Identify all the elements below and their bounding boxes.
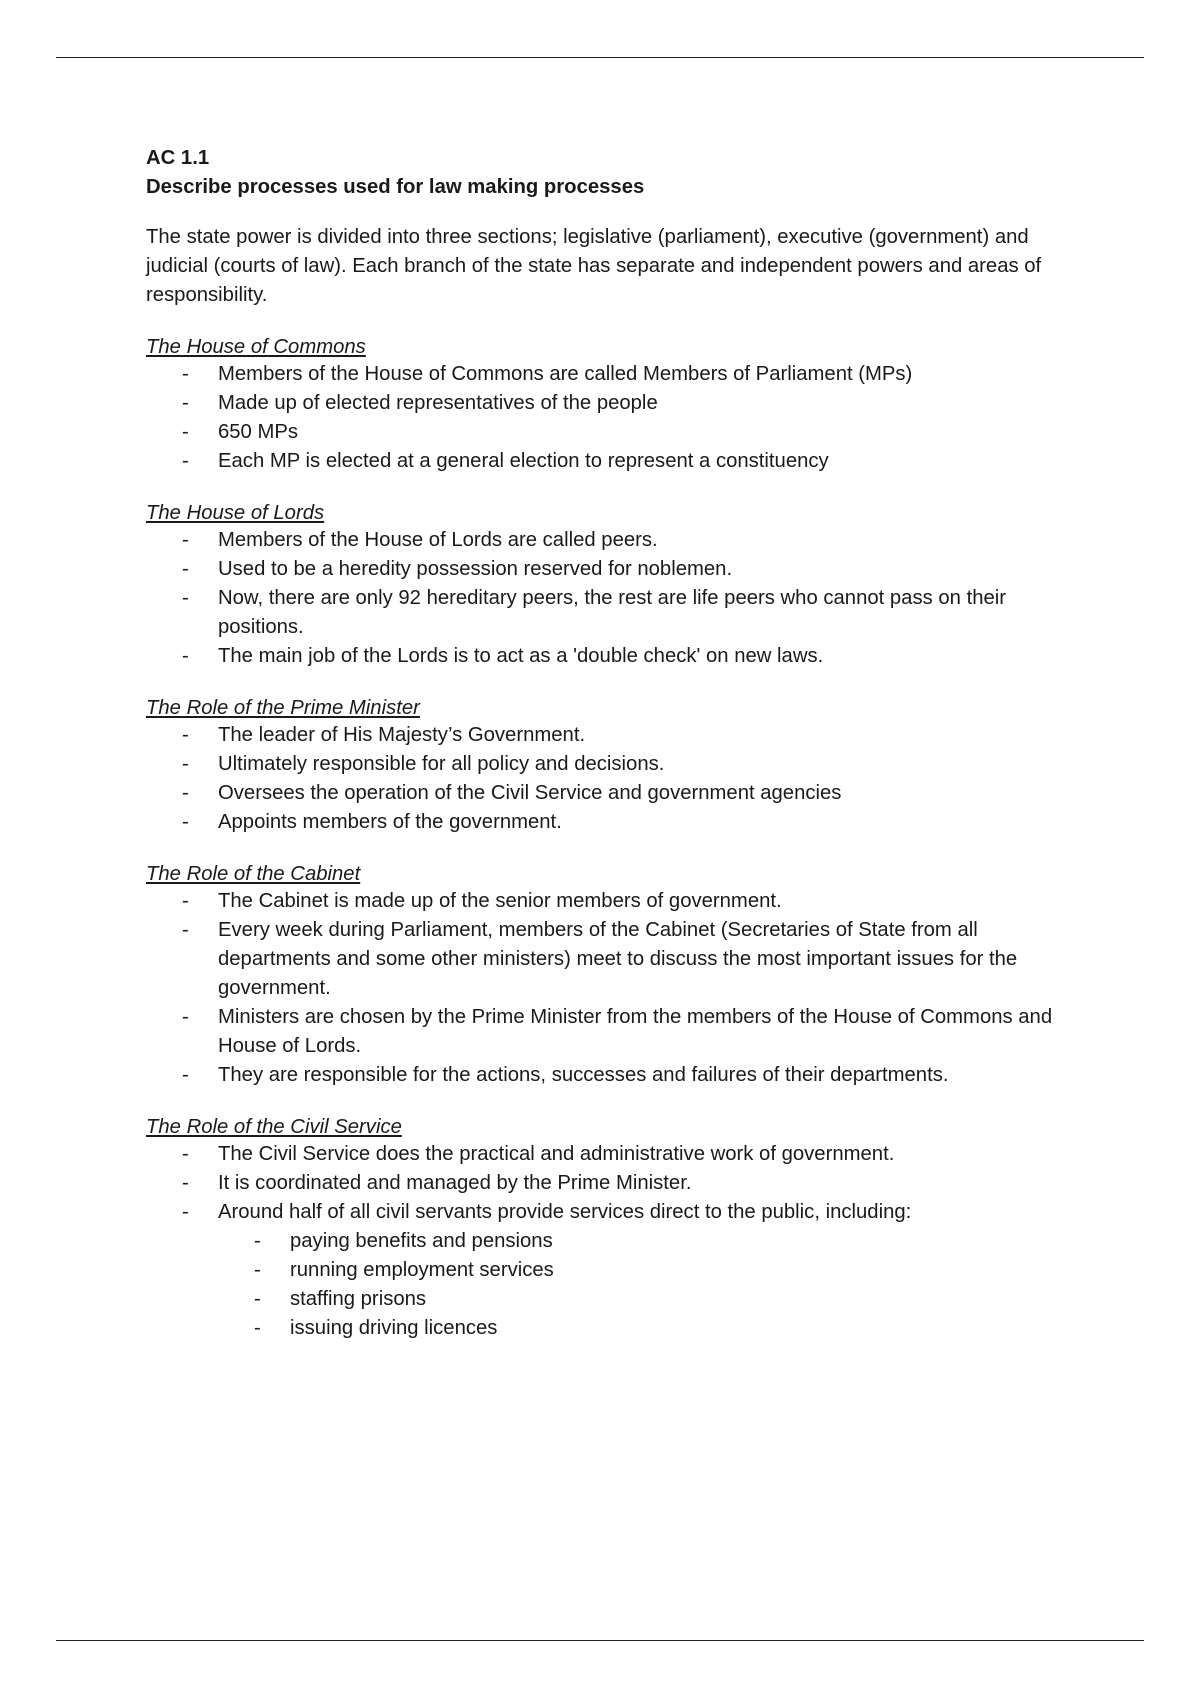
section-title: The Role of the Cabinet [146, 863, 361, 885]
dash-bullet: - [182, 1201, 189, 1223]
section-house-of-lords [146, 501, 1096, 671]
list-item [182, 360, 1096, 389]
list-item [182, 750, 1096, 779]
list-item [182, 555, 1096, 584]
section-title: The House of Commons [146, 336, 366, 358]
sub-list-item [254, 1285, 1096, 1314]
list-item-text: The Cabinet is made up of the senior members of government. [218, 890, 782, 912]
list-item [182, 1198, 1096, 1343]
sub-list-item-text: issuing driving licences [290, 1317, 498, 1339]
list-item-text: Oversees the operation of the Civil Service and government agencies [218, 782, 842, 804]
dash-bullet: - [182, 811, 189, 833]
list-item-text: Ministers are chosen by the Prime Minister from the members of the House of Commons and House of Lords. [218, 1006, 1053, 1057]
dash-bullet: - [182, 450, 189, 472]
sub-list-item-text: staffing prisons [290, 1288, 427, 1310]
sub-bullet-list [218, 1227, 1096, 1343]
list-item [182, 721, 1096, 750]
list-item-text: Around half of all civil servants provide services direct to the public, including: [218, 1201, 912, 1223]
bullet-list [146, 887, 1096, 1090]
section-title: The Role of the Civil Service [146, 1116, 402, 1138]
dash-bullet: - [182, 919, 189, 941]
list-item [182, 447, 1096, 476]
list-item-text: Appoints members of the government. [218, 811, 562, 833]
dash-bullet: - [254, 1230, 261, 1252]
dash-bullet: - [182, 753, 189, 775]
section-house-of-commons [146, 335, 1096, 476]
list-item-text: Members of the House of Lords are called peers. [218, 529, 658, 551]
section-civil-service [146, 1115, 1096, 1343]
section-title: The House of Lords [146, 502, 325, 524]
dash-bullet: - [182, 558, 189, 580]
list-item-text: Ultimately responsible for all policy and decisions. [218, 753, 665, 775]
assessment-code: AC 1.1 [146, 147, 210, 169]
dash-bullet: - [182, 890, 189, 912]
list-item [182, 389, 1096, 418]
sub-list-item [254, 1314, 1096, 1343]
list-item-text: Members of the House of Commons are called Members of Parliament (MPs) [218, 363, 913, 385]
list-item-text: They are responsible for the actions, successes and failures of their departments. [218, 1064, 949, 1086]
list-item-text: 650 MPs [218, 421, 299, 443]
dash-bullet: - [182, 392, 189, 414]
list-item [182, 418, 1096, 447]
list-item-text: It is coordinated and managed by the Prime Minister. [218, 1172, 692, 1194]
document-body [146, 144, 1096, 1343]
dash-bullet: - [182, 529, 189, 551]
dash-bullet: - [182, 645, 189, 667]
list-item [182, 1140, 1096, 1169]
intro-paragraph: The state power is divided into three sections; legislative (parliament), executive (government) and judicial (courts of law). Each branch of the state has separate and independent powers and areas of responsibility. [146, 226, 1042, 306]
list-item-text: Now, there are only 92 hereditary peers, the rest are life peers who cannot pass on their positions. [218, 587, 1007, 638]
sub-list-item [254, 1256, 1096, 1285]
dash-bullet: - [182, 1172, 189, 1194]
list-item [182, 779, 1096, 808]
list-item [182, 1003, 1096, 1061]
dash-bullet: - [182, 782, 189, 804]
list-item [182, 808, 1096, 837]
dash-bullet: - [182, 1006, 189, 1028]
list-item-text: Each MP is elected at a general election to represent a constituency [218, 450, 829, 472]
list-item [182, 916, 1096, 1003]
dash-bullet: - [254, 1259, 261, 1281]
dash-bullet: - [182, 363, 189, 385]
bullet-list [146, 360, 1096, 476]
list-item [182, 584, 1096, 642]
section-prime-minister [146, 696, 1096, 837]
footer-rule [56, 1640, 1144, 1641]
list-item [182, 526, 1096, 555]
dash-bullet: - [254, 1288, 261, 1310]
list-item [182, 1061, 1096, 1090]
dash-bullet: - [182, 1064, 189, 1086]
sub-list-item-text: running employment services [290, 1259, 554, 1281]
bullet-list [146, 721, 1096, 837]
list-item-text: The main job of the Lords is to act as a 'double check' on new laws. [218, 645, 824, 667]
dash-bullet: - [182, 421, 189, 443]
sub-list-item-text: paying benefits and pensions [290, 1230, 553, 1252]
list-item [182, 887, 1096, 916]
document-title: Describe processes used for law making processes [146, 176, 645, 198]
list-item-text: The Civil Service does the practical and administrative work of government. [218, 1143, 895, 1165]
dash-bullet: - [182, 724, 189, 746]
header-rule [56, 57, 1144, 58]
list-item-text: Made up of elected representatives of the people [218, 392, 658, 414]
bullet-list [146, 526, 1096, 671]
section-cabinet [146, 862, 1096, 1090]
list-item-text: The leader of His Majesty’s Government. [218, 724, 586, 746]
list-item-text: Used to be a heredity possession reserved for noblemen. [218, 558, 733, 580]
list-item [182, 642, 1096, 671]
dash-bullet: - [254, 1317, 261, 1339]
section-title: The Role of the Prime Minister [146, 697, 420, 719]
bullet-list [146, 1140, 1096, 1343]
sub-list-item [254, 1227, 1096, 1256]
dash-bullet: - [182, 587, 189, 609]
list-item [182, 1169, 1096, 1198]
dash-bullet: - [182, 1143, 189, 1165]
list-item-text: Every week during Parliament, members of the Cabinet (Secretaries of State from all departments and some other ministers) meet to discuss the most important issues for the government. [218, 919, 1018, 999]
